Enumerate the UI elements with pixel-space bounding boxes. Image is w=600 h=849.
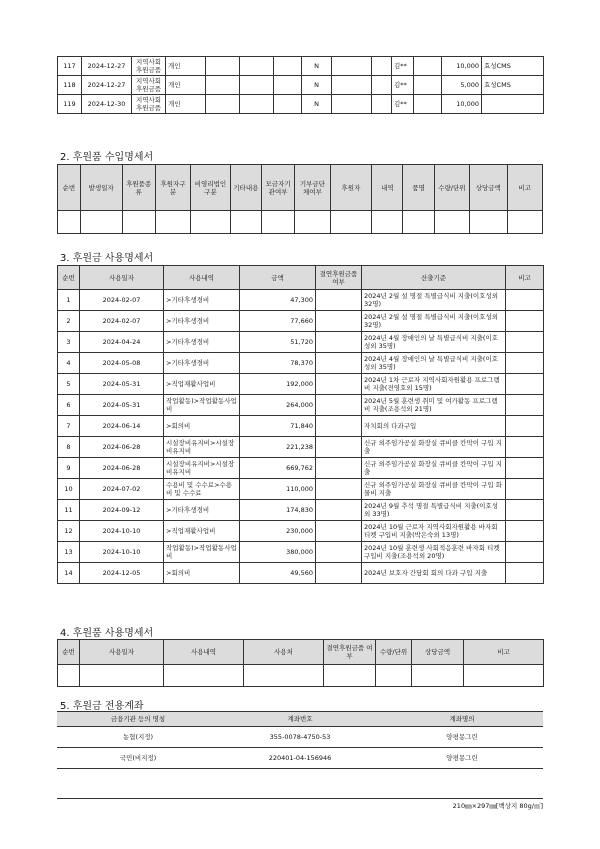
- donation-usage-table: [57, 265, 544, 584]
- sponsorship-flag-cell: [316, 500, 362, 521]
- empty-cell: [274, 57, 302, 76]
- amount-cell: 78,370: [240, 353, 316, 374]
- donor-cell: 김**: [392, 95, 414, 114]
- column-header: 기타내용: [230, 165, 261, 211]
- date-cell: 2024-05-08: [80, 353, 164, 374]
- empty-cell: [206, 76, 240, 95]
- basis-cell: 2024년 2월 설 명절 특별급식비 지출(이호성외 32명): [362, 290, 506, 311]
- usage-item-cell: >직업재활사업비: [164, 374, 240, 395]
- empty-cell: [372, 76, 392, 95]
- table-row: [58, 500, 544, 521]
- row-number: 3: [58, 332, 80, 353]
- empty-cell: [240, 95, 274, 114]
- usage-item-cell: >직업재활사업비: [164, 521, 240, 542]
- bank-cell: 국민(비지정): [57, 748, 219, 769]
- basis-cell: 2024년 10월 근로자 지역사회자원활용 바자회 티켓 구입비 지출(박은숙외 13명): [362, 521, 506, 542]
- table-row: [58, 57, 544, 76]
- table-row: [58, 521, 544, 542]
- basis-cell: 2024년 10월 훈련생 사회적응훈련 바자회 티켓 구입비 지출(조용석외 20명): [362, 542, 506, 563]
- row-number: 6: [58, 395, 80, 416]
- sponsorship-flag-cell: [316, 374, 362, 395]
- table-row: [58, 332, 544, 353]
- note-cell: [506, 521, 544, 542]
- note-cell: [506, 311, 544, 332]
- usage-item-cell: >기타후생경비: [164, 311, 240, 332]
- table-row: [58, 416, 544, 437]
- column-header: 순번: [58, 266, 80, 290]
- note-cell: [506, 353, 544, 374]
- donation-account-table: [57, 711, 543, 769]
- basis-cell: 2024년 4월 장애인의 날 특별급식비 지출(이호성외 35명): [362, 353, 506, 374]
- basis-cell: 신규 외주임가공실 화장실 큐비클 칸막이 구입 화물비 지출: [362, 479, 506, 500]
- column-header: 비영리법인구분: [191, 165, 231, 211]
- type-cell: 지역사회후원금품: [132, 57, 166, 76]
- empty-cell: [372, 95, 392, 114]
- donor-cell: 김**: [392, 57, 414, 76]
- row-number: 7: [58, 416, 80, 437]
- amount-cell: 192,000: [240, 374, 316, 395]
- note-cell: [506, 542, 544, 563]
- date-cell: 2024-06-28: [80, 458, 164, 479]
- bank-cell: 농협(지정): [57, 727, 219, 748]
- row-number: 13: [58, 542, 80, 563]
- table-row: [58, 458, 544, 479]
- column-header: 순번: [58, 165, 81, 211]
- column-header: 결연후원금품 여부: [324, 640, 376, 665]
- empty-cell: [372, 57, 392, 76]
- row-number: 9: [58, 458, 80, 479]
- row-number: 14: [58, 563, 80, 584]
- account-holder-cell: 양평몽그린: [381, 727, 543, 748]
- date-cell: 2024-10-10: [80, 521, 164, 542]
- date-cell: 2024-02-07: [80, 290, 164, 311]
- usage-item-cell: 시설장비유지비>시설장비유지비: [164, 437, 240, 458]
- table-row: [58, 290, 544, 311]
- column-header: 비고: [464, 640, 544, 665]
- basis-cell: 2024년 9월 추석 명절 특별급식비 지출(이호성외 33명): [362, 500, 506, 521]
- amount-cell: 51,720: [240, 332, 316, 353]
- amount-cell: 77,660: [240, 311, 316, 332]
- empty-cell: [240, 57, 274, 76]
- empty-cell: [332, 76, 372, 95]
- amount-cell: 110,000: [240, 479, 316, 500]
- section-5-title: 5. 후원금 전용계좌: [60, 701, 144, 712]
- basis-cell: 신규 외주임가공실 화장실 큐비클 칸막이 구입 지출: [362, 437, 506, 458]
- note-cell: [482, 95, 544, 114]
- note-cell: [506, 332, 544, 353]
- date-cell: 2024-12-05: [80, 563, 164, 584]
- sponsorship-flag-cell: [316, 311, 362, 332]
- column-header: 내역: [372, 165, 403, 211]
- note-cell: [506, 395, 544, 416]
- amount-cell: 10,000: [442, 57, 482, 76]
- donor-kind-cell: 개인: [166, 76, 206, 95]
- row-number: 10: [58, 479, 80, 500]
- amount-cell: 380,000: [240, 542, 316, 563]
- sponsorship-flag-cell: [316, 458, 362, 479]
- amount-cell: 71,840: [240, 416, 316, 437]
- empty-cell: [414, 57, 442, 76]
- row-number: 11: [58, 500, 80, 521]
- sponsorship-flag-cell: [316, 521, 362, 542]
- donor-kind-cell: 개인: [166, 57, 206, 76]
- empty-row: [58, 211, 543, 234]
- date-cell: 2024-06-28: [80, 437, 164, 458]
- note-cell: 효성CMS: [482, 76, 544, 95]
- empty-cell: [332, 57, 372, 76]
- sponsorship-flag-cell: [316, 416, 362, 437]
- row-number: 117: [58, 57, 82, 76]
- column-header: 사용일자: [80, 266, 164, 290]
- basis-cell: 2024년 보호자 간담회 회의 다과 구입 지출: [362, 563, 506, 584]
- amount-cell: 264,000: [240, 395, 316, 416]
- sponsorship-flag-cell: [316, 437, 362, 458]
- basis-cell: 2024년 1차 근로자 지역사회자원활용 프로그램비 지출(전영호외 15명): [362, 374, 506, 395]
- row-number: 2: [58, 311, 80, 332]
- column-header: 후원자구분: [155, 165, 190, 211]
- usage-item-cell: >기타후생경비: [164, 500, 240, 521]
- empty-cell: [332, 95, 372, 114]
- column-header: 순번: [58, 640, 80, 665]
- footer-rule: [57, 798, 543, 799]
- column-header: 수량/단위: [376, 640, 412, 665]
- date-cell: 2024-07-02: [80, 479, 164, 500]
- column-header: 결연후원금품 여부: [316, 266, 362, 290]
- amount-cell: 49,560: [240, 563, 316, 584]
- account-holder-cell: 양평몽그린: [381, 748, 543, 769]
- donation-income-table-tail: [57, 56, 544, 114]
- note-cell: 효성CMS: [482, 57, 544, 76]
- column-header: 기부금단체여부: [295, 165, 330, 211]
- row-number: 1: [58, 290, 80, 311]
- usage-item-cell: >회의비: [164, 563, 240, 584]
- section-4-title: 4. 후원품 사용명세서: [60, 628, 154, 639]
- column-header: 금액: [240, 266, 316, 290]
- column-header: 금융기관 등의 명칭: [57, 712, 219, 727]
- date-cell: 2024-10-10: [80, 542, 164, 563]
- amount-cell: 230,000: [240, 521, 316, 542]
- amount-cell: 47,300: [240, 290, 316, 311]
- sponsorship-flag-cell: [316, 479, 362, 500]
- paper-spec: 210㎜×297㎜[백상지 80g/㎡]: [452, 802, 543, 810]
- empty-cell: [206, 57, 240, 76]
- sponsorship-flag-cell: [316, 542, 362, 563]
- amount-cell: 174,830: [240, 500, 316, 521]
- column-header: 사용내역: [164, 640, 244, 665]
- column-header: 사용일자: [80, 640, 164, 665]
- empty-cell: [240, 76, 274, 95]
- table-row: [58, 311, 544, 332]
- basis-cell: 2024년 5월 훈련생 취미 및 여가활동 프로그램비 지출(조용석외 21명): [362, 395, 506, 416]
- basis-cell: 자치회의 다과구입: [362, 416, 506, 437]
- date-cell: 2024-12-27: [82, 57, 132, 76]
- column-header: 후원자: [330, 165, 372, 211]
- date-cell: 2024-12-27: [82, 76, 132, 95]
- column-header: 상당금액: [470, 165, 507, 211]
- empty-cell: [414, 76, 442, 95]
- table-row: [58, 563, 544, 584]
- section-3-title: 3. 후원금 사용명세서: [60, 253, 154, 264]
- row-number: 12: [58, 521, 80, 542]
- date-cell: 2024-05-31: [80, 374, 164, 395]
- column-header: 비고: [507, 165, 542, 211]
- basis-cell: 신규 외주임가공실 화장실 큐비클 칸막이 구입 지출: [362, 458, 506, 479]
- row-number: 119: [58, 95, 82, 114]
- note-cell: [506, 500, 544, 521]
- column-header: 상당금액: [412, 640, 464, 665]
- column-header: 품명: [403, 165, 434, 211]
- account-number-cell: 355-0078-4750-53: [219, 727, 381, 748]
- row-number: 118: [58, 76, 82, 95]
- table-row: [57, 727, 543, 748]
- sponsorship-flag-cell: [316, 395, 362, 416]
- amount-cell: 221,238: [240, 437, 316, 458]
- type-cell: 지역사회후원금품: [132, 95, 166, 114]
- table-row: [58, 374, 544, 395]
- type-cell: 지역사회후원금품: [132, 76, 166, 95]
- flag-cell: N: [302, 95, 332, 114]
- note-cell: [506, 479, 544, 500]
- note-cell: [506, 374, 544, 395]
- column-header: 후원품종류: [122, 165, 155, 211]
- table-row: [58, 353, 544, 374]
- flag-cell: N: [302, 57, 332, 76]
- table-row: [58, 95, 544, 114]
- sponsorship-flag-cell: [316, 332, 362, 353]
- usage-item-cell: 시설장비유지비>시설장비유지비: [164, 458, 240, 479]
- sponsorship-flag-cell: [316, 353, 362, 374]
- note-cell: [506, 290, 544, 311]
- column-header: 계좌명의: [381, 712, 543, 727]
- amount-cell: 10,000: [442, 95, 482, 114]
- section-2-title: 2. 후원품 수입명세서: [60, 152, 154, 163]
- column-header: 비고: [506, 266, 544, 290]
- row-number: 5: [58, 374, 80, 395]
- note-cell: [506, 437, 544, 458]
- column-header: 수량/단위: [434, 165, 469, 211]
- empty-cell: [274, 76, 302, 95]
- column-header: 사용내역: [164, 266, 240, 290]
- empty-cell: [414, 95, 442, 114]
- usage-item-cell: 작업활동)>작업활동사업비: [164, 542, 240, 563]
- basis-cell: 2024년 2월 설 명절 특별급식비 지출(이호성외 32명): [362, 311, 506, 332]
- empty-row: [58, 665, 544, 687]
- in-kind-income-table: [57, 164, 543, 234]
- sponsorship-flag-cell: [316, 290, 362, 311]
- usage-item-cell: >기타후생경비: [164, 290, 240, 311]
- in-kind-usage-table: [57, 639, 544, 687]
- date-cell: 2024-12-30: [82, 95, 132, 114]
- date-cell: 2024-05-31: [80, 395, 164, 416]
- sponsorship-flag-cell: [316, 563, 362, 584]
- donor-kind-cell: 개인: [166, 95, 206, 114]
- amount-cell: 5,000: [442, 76, 482, 95]
- row-number: 8: [58, 437, 80, 458]
- empty-cell: [274, 95, 302, 114]
- amount-cell: 669,762: [240, 458, 316, 479]
- table-row: [58, 395, 544, 416]
- column-header: 산출기준: [362, 266, 506, 290]
- flag-cell: N: [302, 76, 332, 95]
- note-cell: [506, 458, 544, 479]
- column-header: 사용처: [244, 640, 324, 665]
- account-number-cell: 220401-04-156946: [219, 748, 381, 769]
- row-number: 4: [58, 353, 80, 374]
- date-cell: 2024-04-24: [80, 332, 164, 353]
- donor-cell: 김**: [392, 76, 414, 95]
- column-header: 발생일자: [80, 165, 122, 211]
- table-row: [58, 76, 544, 95]
- table-row: [58, 479, 544, 500]
- note-cell: [506, 563, 544, 584]
- date-cell: 2024-06-14: [80, 416, 164, 437]
- column-header: 모금자기관여부: [261, 165, 294, 211]
- empty-cell: [206, 95, 240, 114]
- date-cell: 2024-09-12: [80, 500, 164, 521]
- basis-cell: 2024년 4월 장애인의 날 특별급식비 지출(이호성외 35명): [362, 332, 506, 353]
- table-row: [57, 748, 543, 769]
- table-row: [58, 542, 544, 563]
- column-header: 계좌번호: [219, 712, 381, 727]
- table-row: [58, 437, 544, 458]
- date-cell: 2024-02-07: [80, 311, 164, 332]
- usage-item-cell: >기타후생경비: [164, 332, 240, 353]
- usage-item-cell: >기타후생경비: [164, 353, 240, 374]
- note-cell: [506, 416, 544, 437]
- usage-item-cell: 수용비 및 수수료>수용비 및 수수료: [164, 479, 240, 500]
- usage-item-cell: >회의비: [164, 416, 240, 437]
- usage-item-cell: 작업활동)>작업활동사업비: [164, 395, 240, 416]
